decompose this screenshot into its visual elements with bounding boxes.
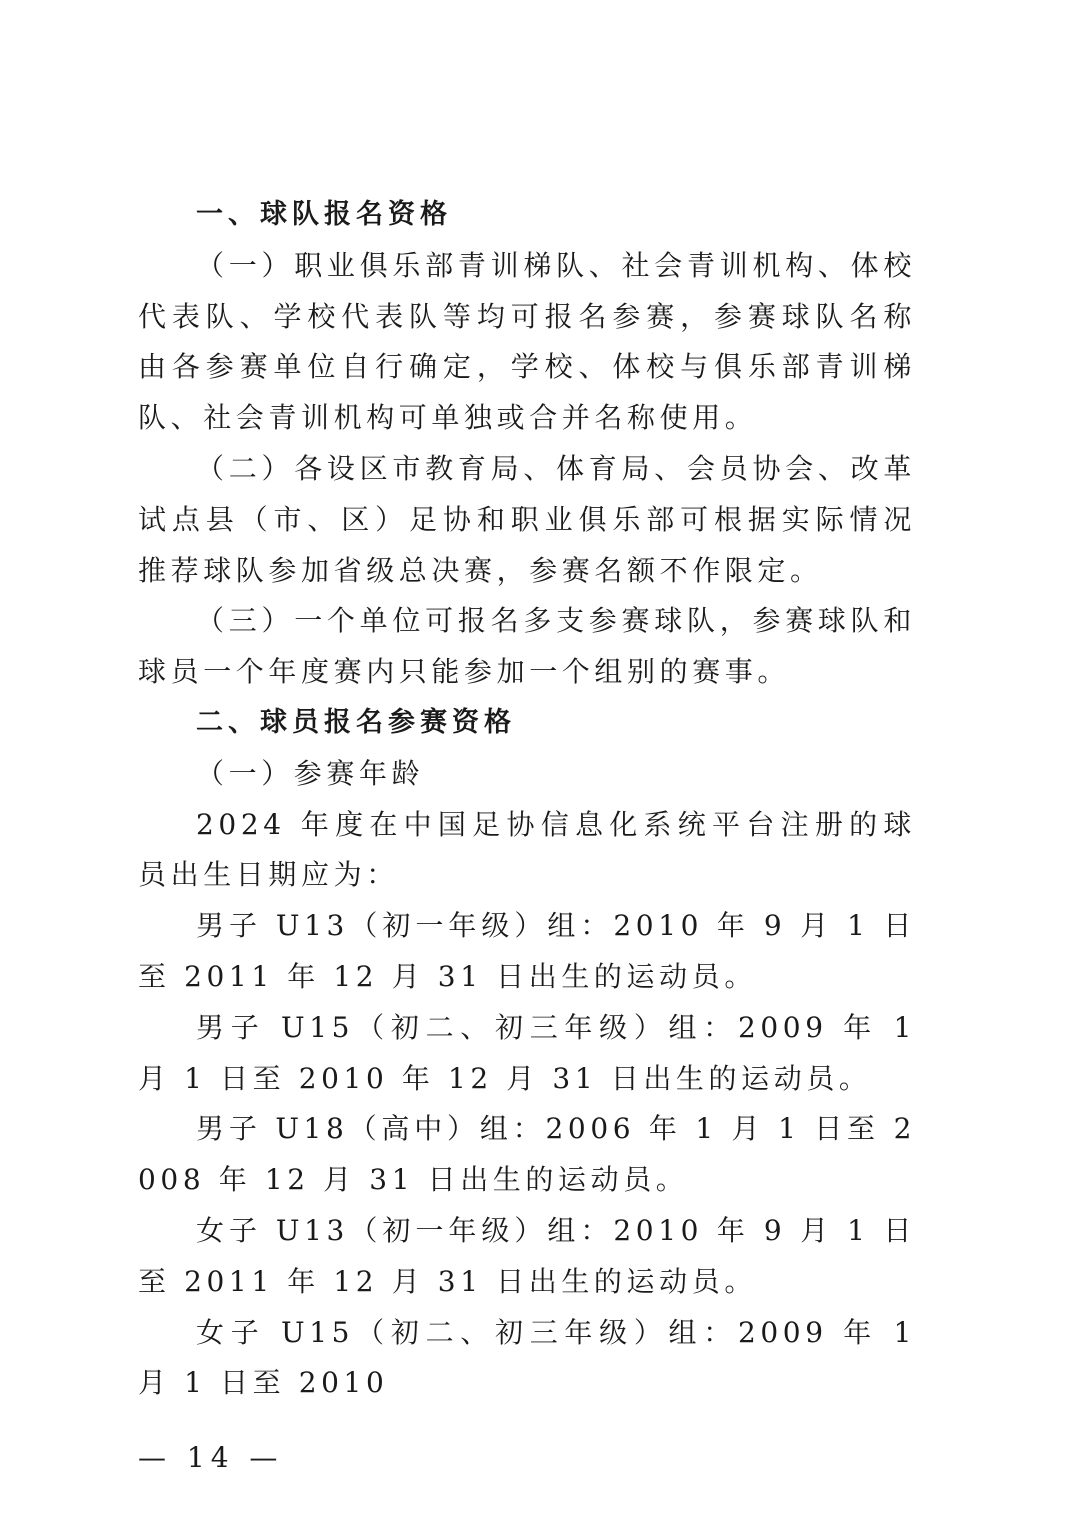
paragraph-team-eligibility-3: （三）一个单位可报名多支参赛球队，参赛球队和球员一个年度赛内只能参加一个组别的赛事。 [138,604,916,689]
subheading-age: （一）参赛年龄 [196,756,425,790]
paragraph-birthdate-intro: 2024 年度在中国足协信息化系统平台注册的球员出生日期应为： [138,807,916,892]
section-heading-2: 二、球员报名参赛资格 [196,706,516,738]
page-number: — 14 — [138,1441,284,1474]
paragraph-boys-u13: 男子 U13（初一年级）组：2010 年 9 月 1 日至 2011 年 12 月 31 日出生的运动员。 [138,909,916,993]
paragraph-girls-u13: 女子 U13（初一年级）组：2010 年 9 月 1 日至 2011 年 12 月 31 日出生的运动员。 [138,1213,916,1298]
paragraph-boys-u15: 男子 U15（初二、初三年级）组：2009 年 1 月 1 日至 2010 年 12 月 31 日出生的运动员。 [138,1010,916,1095]
paragraph-team-eligibility-1: （一）职业俱乐部青训梯队、社会青训机构、体校代表队、学校代表队等均可报名参赛，参赛球队名称由各参赛单位自行确定，学校、体校与俱乐部青训梯队、社会青训机构可单独或合并名称使用。 [138,248,916,435]
paragraph-girls-u15: 女子 U15（初二、初三年级）组：2009 年 1 月 1 日至 2010 [138,1315,916,1400]
paragraph-team-eligibility-2: （二）各设区市教育局、体育局、会员协会、改革试点县（市、区）足协和职业俱乐部可根据实际情况推荐球队参加省级总决赛，参赛名额不作限定。 [138,451,916,587]
section-heading-1: 一、球队报名资格 [196,199,452,230]
document-body [138,190,916,1409]
paragraph-boys-u18: 男子 U18（高中）组：2006 年 1 月 1 日至 2008 年 12 月 31 日出生的运动员。 [138,1112,916,1197]
